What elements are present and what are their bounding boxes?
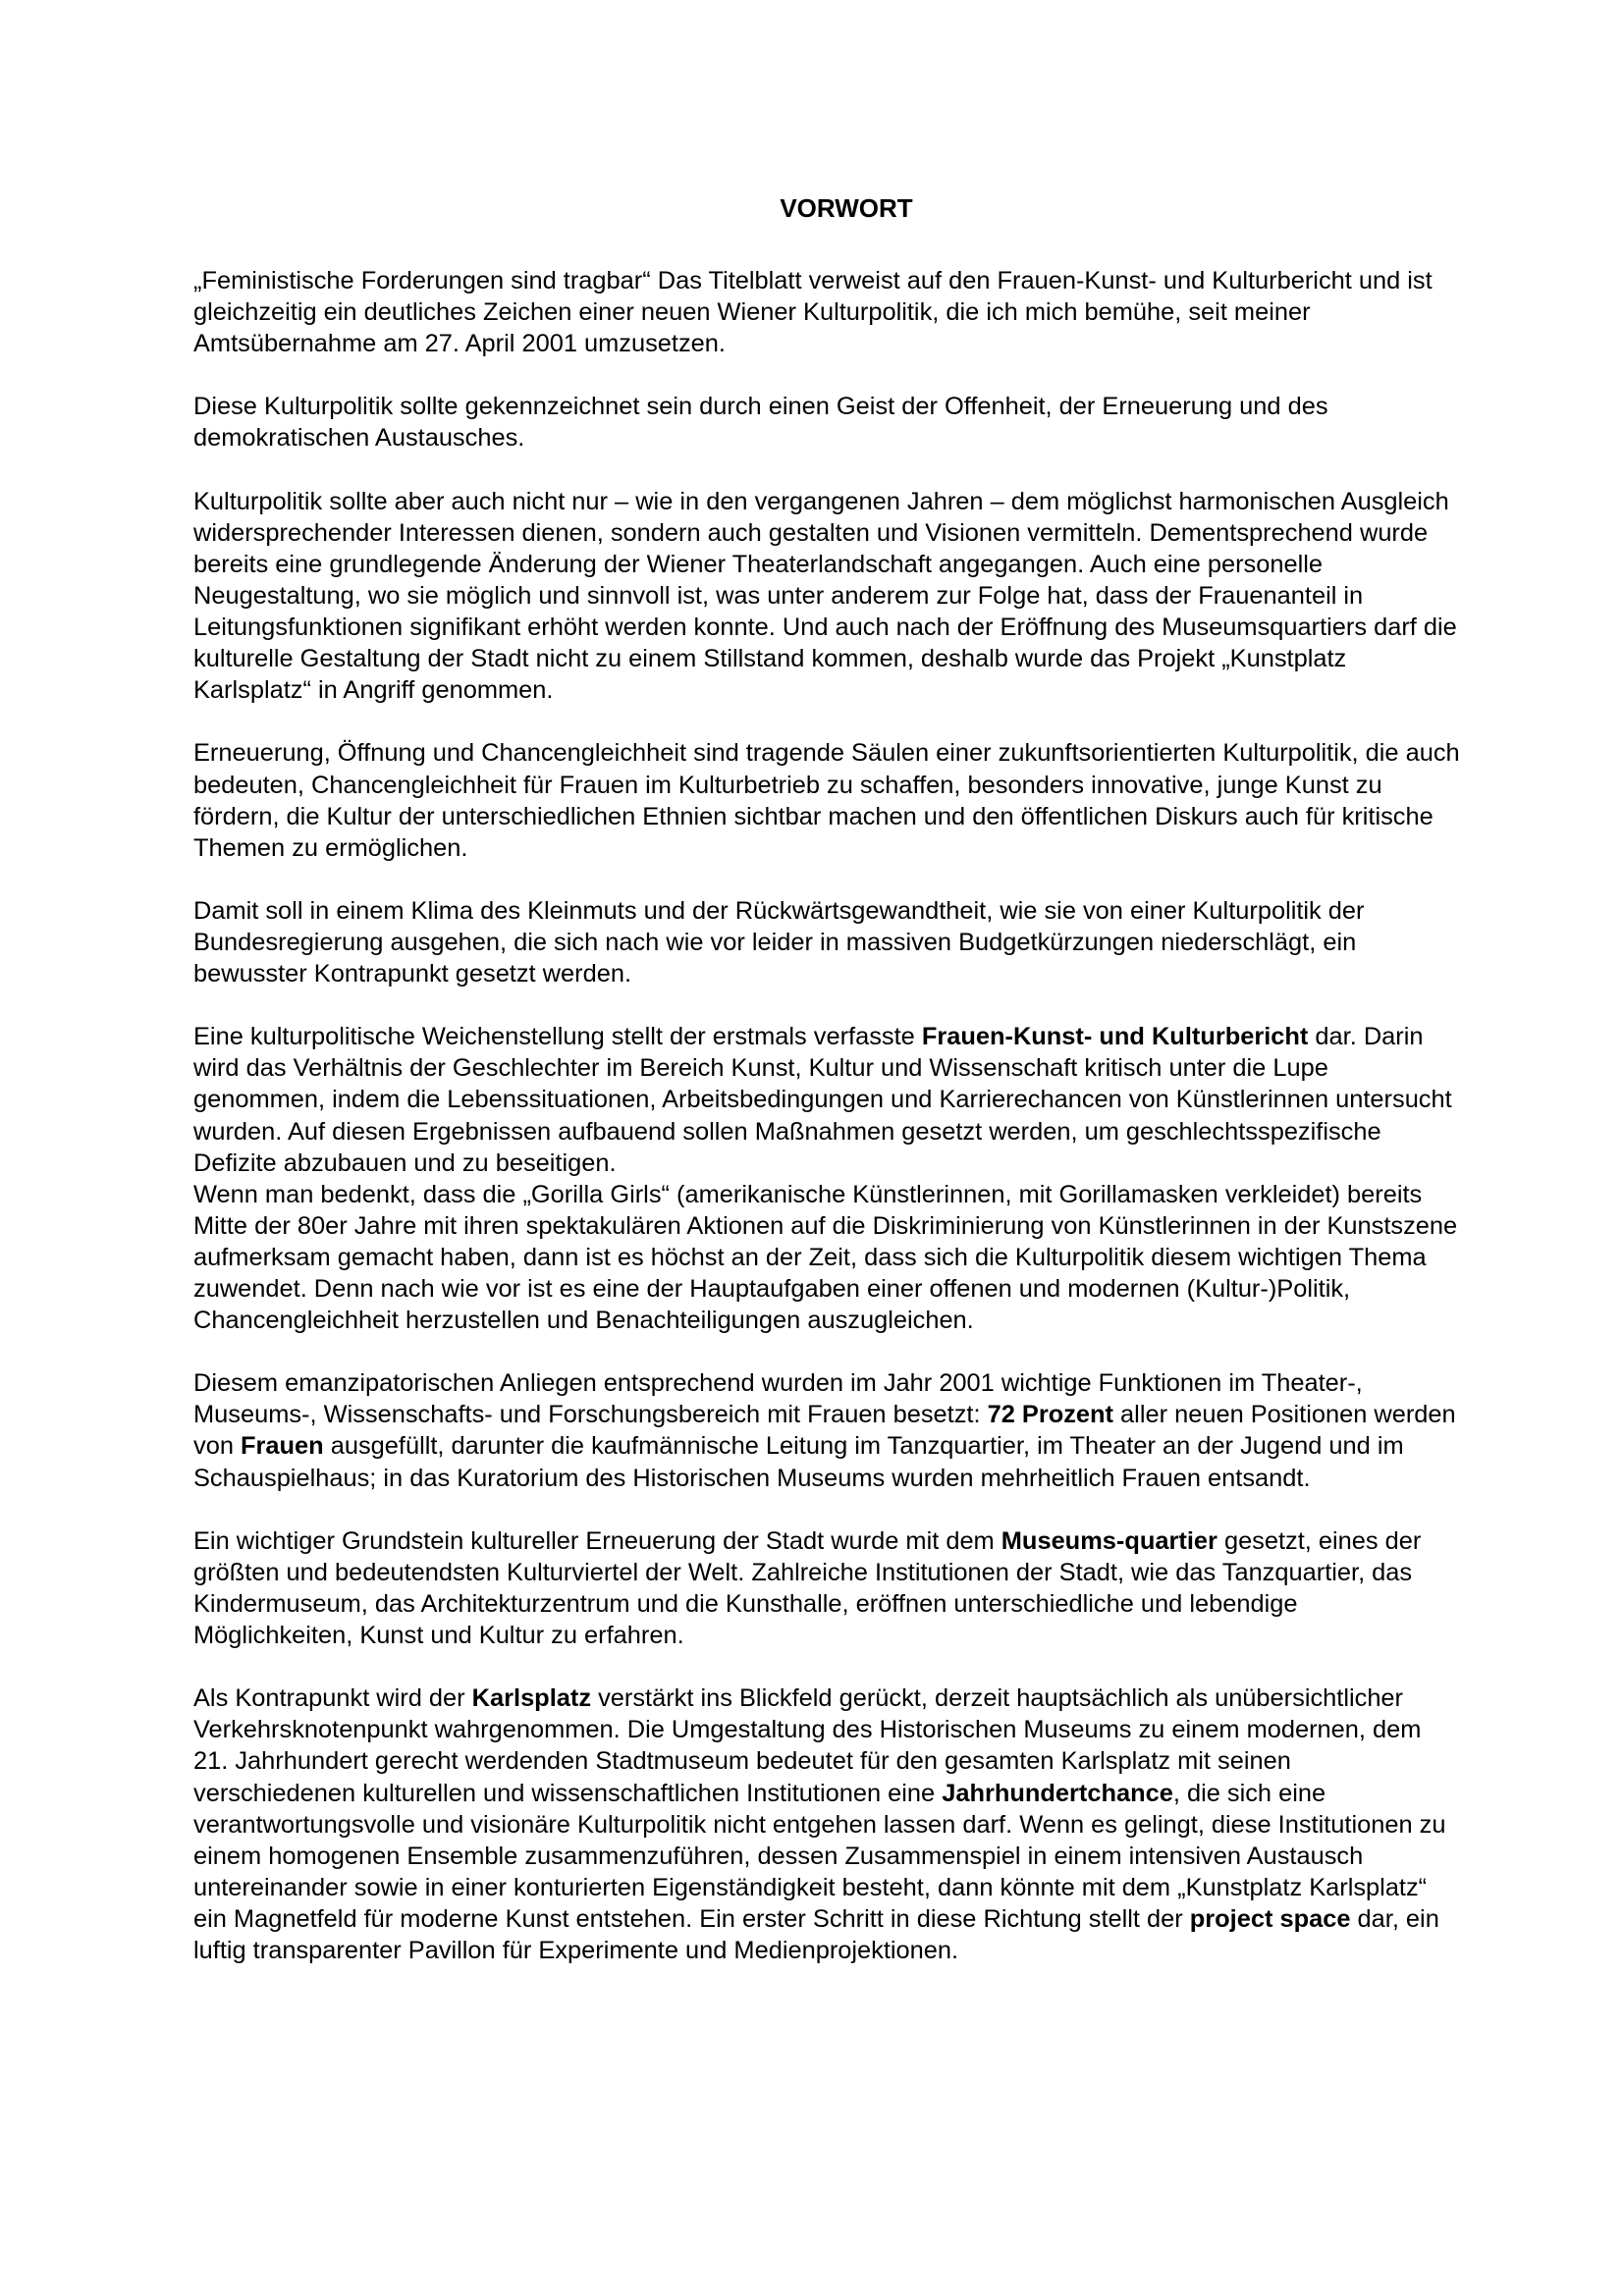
document-page	[193, 192, 1460, 1998]
text-run: Damit soll in einem Klima des Kleinmuts und der Rückwärtsgewandtheit, wie sie von einer Kulturpolitik der Bundesregierung ausgehen, die sich nach wie vor leider in massiven Budgetkürzungen niederschlägt, ein bewusster Kontrapunkt gesetzt werden.	[193, 896, 1365, 988]
paragraph	[193, 1179, 1460, 1336]
text-run: dar. Darin wird das Verhältnis der Geschlechter im Bereich Kunst, Kultur und Wissenschaft kritisch unter die Lupe genommen, indem die Lebenssituationen, Arbeitsbedingungen und Karrierechancen von Künstlerinnen untersucht wurden. Auf diesen Ergebnissen aufbauend sollen Maßnahmen gesetzt werden, um geschlechtsspezifische Defizite abzubauen und zu beseitigen.	[193, 1023, 1452, 1177]
text-run: dar, ein luftig transparenter Pavillon für Experimente und Medienprojektionen.	[193, 1904, 1439, 1964]
text-run: gesetzt, eines der größten und bedeutendsten Kulturviertel der Welt. Zahlreiche Institutionen der Stadt, wie das Tanzquartier, das Kindermuseum, das Architekturzentrum und die Kunsthalle, eröffnen unterschiedliche und lebendige Möglichkeiten, Kunst und Kultur zu erfahren.	[193, 1526, 1422, 1650]
text-run: Eine kulturpolitische Weichenstellung stellt der erstmals verfasste	[193, 1023, 922, 1051]
page-title: VORWORT	[780, 193, 913, 223]
paragraph	[193, 1525, 1460, 1651]
bold-text-run: Frauen-Kunst- und Kulturbericht	[921, 1023, 1309, 1051]
text-run: Kulturpolitik sollte aber auch nicht nur – wie in den vergangenen Jahren – dem möglichst harmonischen Ausgleich widersprechender Interessen dienen, sondern auch gestalten und Visionen vermitteln. Dementsprechend wurde bereits eine grundlegende Änderung der Wiener Theaterlandschaft angegangen. Auch eine personelle Neugestaltung, wo sie möglich und sinnvoll ist, was unter anderem zur Folge hat, dass der Frauenanteil in Leitungsfunktionen signifikant erhöht werden konnte. Und auch nach der Eröffnung des Museumsquartiers darf die kulturelle Gestaltung der Stadt nicht zu einem Stillstand kommen, deshalb wurde das Projekt „Kunstplatz Karlsplatz“ in Angriff genommen.	[193, 487, 1457, 705]
paragraph	[193, 1682, 1460, 1966]
text-run: verstärkt ins Blickfeld gerückt, derzeit hauptsächlich als unübersichtlicher Verkehrsknotenpunkt wahrgenommen. Die Umgestaltung des Historischen Museums zu einem modernen, dem 21. Jahrhundert gerecht werdenden Stadtmuseum bedeutet für den gesamten Karlsplatz mit seinen verschiedenen kulturellen und wissenschaftlichen Institutionen eine	[193, 1684, 1422, 1807]
text-run: Erneuerung, Öffnung und Chancengleichheit sind tragende Säulen einer zukunftsorientierten Kulturpolitik, die auch bedeuten, Chancengleichheit für Frauen im Kulturbetrieb zu schaffen, besonders innovative, junge Kunst zu fördern, die Kultur der unterschiedlichen Ethnien sichtbar machen und den öffentlichen Diskurs auch für kritische Themen zu ermöglichen.	[193, 739, 1460, 862]
text-run: „Feministische Forderungen sind tragbar“ Das Titelblatt verweist auf den Frauen-Kunst- und Kulturbericht und ist gleichzeitig ein deutliches Zeichen einer neuen Wiener Kulturpolitik, die ich mich bemühe, seit meiner Amtsübernahme am 27. April 2001 umzusetzen.	[193, 267, 1433, 358]
text-run: Diesem emanzipatorischen Anliegen entsprechend wurden im Jahr 2001 wichtige Funktionen im Theater-, Museums-, Wissenschafts- und Forschungsbereich mit Frauen besetzt:	[193, 1369, 1363, 1429]
paragraph	[193, 265, 1460, 359]
paragraph	[193, 391, 1460, 454]
bold-text-run: Museums-quartier	[1001, 1526, 1217, 1555]
text-run: Diese Kulturpolitik sollte gekennzeichnet sein durch einen Geist der Offenheit, der Erneuerung und des demokratischen Austausches.	[193, 393, 1328, 453]
bold-text-run: Frauen	[241, 1432, 324, 1461]
paragraph	[193, 895, 1460, 989]
bold-text-run: Karlsplatz	[471, 1684, 592, 1713]
bold-text-run: Jahrhundertchance	[942, 1779, 1173, 1807]
bold-text-run: project space	[1189, 1904, 1351, 1933]
text-run: Ein wichtiger Grundstein kultureller Erneuerung der Stadt wurde mit dem	[193, 1526, 1001, 1555]
paragraph	[193, 1367, 1460, 1493]
document-body	[193, 265, 1460, 1966]
paragraph	[193, 486, 1460, 707]
text-run: Als Kontrapunkt wird der	[193, 1684, 472, 1713]
paragraph	[193, 737, 1460, 863]
paragraph	[193, 1021, 1460, 1178]
text-run: aller neuen Positionen werden von	[193, 1401, 1456, 1461]
bold-text-run: 72 Prozent	[987, 1401, 1113, 1429]
text-run: , die sich eine verantwortungsvolle und visionäre Kulturpolitik nicht entgehen lassen darf. Wenn es gelingt, diese Institutionen zu einem homogenen Ensemble zusammenzuführen, dessen Zusammenspiel in einem intensiven Austausch untereinander sowie in einer konturierten Eigenständigkeit besteht, dann könnte mit dem „Kunstplatz Karlsplatz“ ein Magnetfeld für moderne Kunst entstehen. Ein erster Schritt in diese Richtung stellt der	[193, 1779, 1446, 1933]
text-run: Wenn man bedenkt, dass die „Gorilla Girls“ (amerikanische Künstlerinnen, mit Gorillamasken verkleidet) bereits Mitte der 80er Jahre mit ihren spektakulären Aktionen auf die Diskriminierung von Künstlerinnen in der Kunstszene aufmerksam gemacht haben, dann ist es höchst an der Zeit, dass sich die Kulturpolitik diesem wichtigen Thema zuwendet. Denn nach wie vor ist es eine der Hauptaufgaben einer offenen und modernen (Kultur-)Politik, Chancengleichheit herzustellen und Benachteiligungen auszugleichen.	[193, 1180, 1458, 1335]
text-run: ausgefüllt, darunter die kaufmännische Leitung im Tanzquartier, im Theater an der Jugend und im Schauspielhaus; in das Kuratorium des Historischen Museums wurden mehrheitlich Frauen entsandt.	[193, 1432, 1404, 1492]
